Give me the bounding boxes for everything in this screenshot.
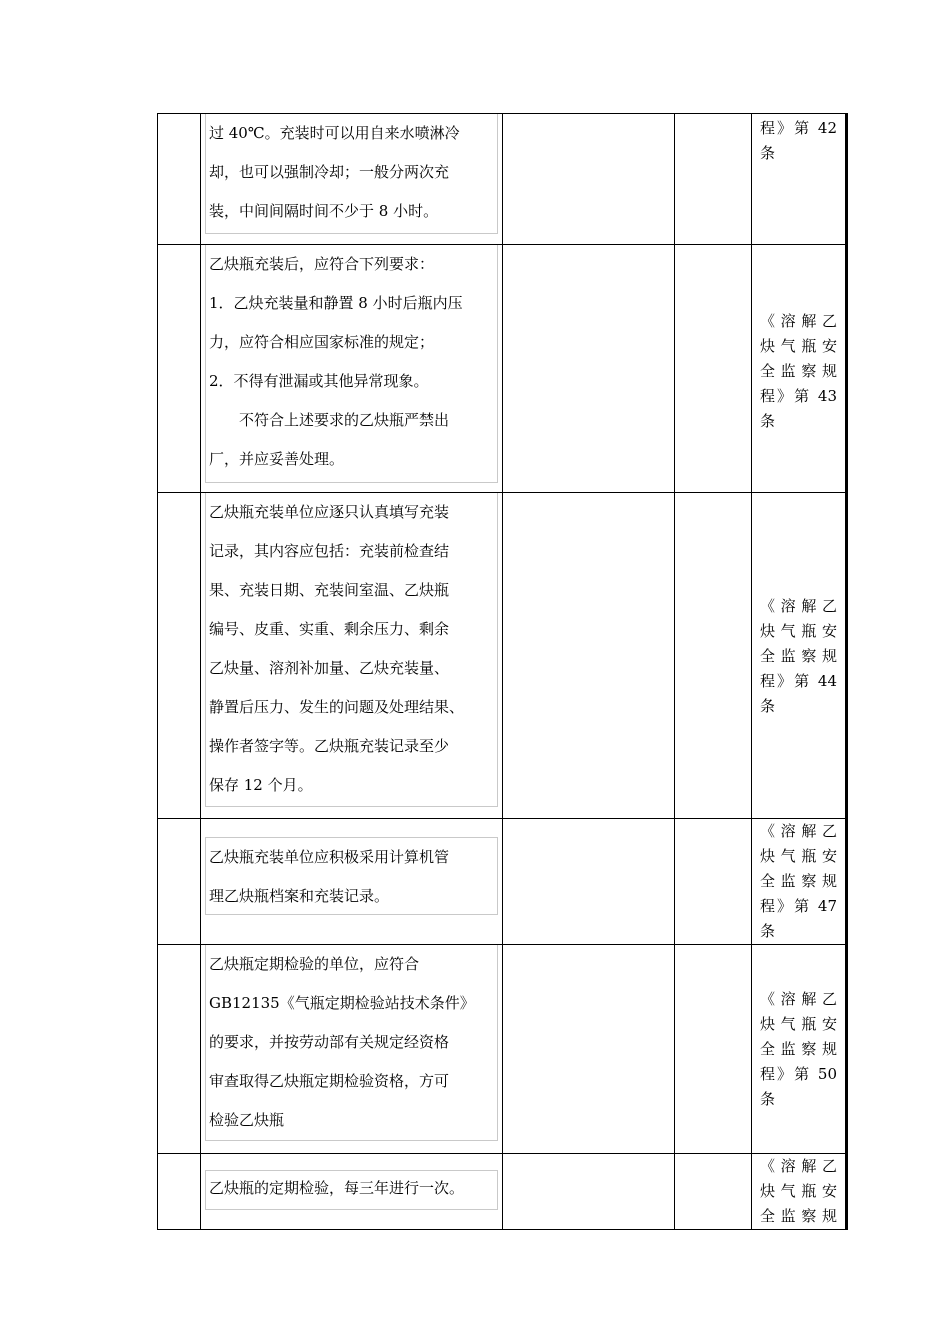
content-line: 厂，并应妥善处理。 bbox=[209, 450, 345, 468]
content-line: 记录，其内容应包括：充装前检查结 bbox=[209, 542, 450, 560]
content-line: 2．不得有泄漏或其他异常现象。 bbox=[209, 372, 429, 390]
content-line: 检验乙炔瓶 bbox=[209, 1111, 285, 1129]
table-row bbox=[158, 819, 847, 945]
content-line: 保存 12 个月。 bbox=[209, 776, 313, 794]
content-cell bbox=[201, 1154, 503, 1230]
reference-line: 《溶解乙 bbox=[760, 822, 837, 840]
content-text-box bbox=[205, 837, 498, 915]
content-cell bbox=[201, 114, 503, 245]
reference-line: 《溶解乙 bbox=[760, 990, 837, 1008]
blank-cell bbox=[503, 114, 675, 245]
reference-text bbox=[752, 493, 845, 719]
index-cell bbox=[158, 1154, 201, 1230]
reference-line: 条 bbox=[760, 1090, 776, 1108]
content-text-box bbox=[205, 245, 498, 483]
content-cell bbox=[201, 493, 503, 819]
table-row bbox=[158, 493, 847, 819]
content-line: 乙炔瓶充装单位应积极采用计算机管 bbox=[209, 848, 450, 866]
reference-line: 条 bbox=[760, 697, 776, 715]
reference-cell bbox=[752, 114, 847, 245]
reference-line: 条 bbox=[760, 922, 776, 940]
content-text-box bbox=[205, 945, 498, 1141]
reference-line: 全监察规 bbox=[760, 647, 837, 665]
index-cell bbox=[158, 245, 201, 493]
reference-line: 炔气瓶安 bbox=[760, 337, 837, 355]
content-line: 1．乙炔充装量和静置 8 小时后瓶内压 bbox=[209, 294, 463, 312]
content-line: GB12135《气瓶定期检验站技术条件》 bbox=[209, 994, 475, 1012]
blank-cell bbox=[675, 493, 752, 819]
reference-line: 炔气瓶安 bbox=[760, 1182, 837, 1200]
blank-cell bbox=[675, 945, 752, 1154]
blank-cell bbox=[503, 1154, 675, 1230]
content-line: 静置后压力、发生的问题及处理结果、 bbox=[209, 698, 465, 716]
content-line: 装，中间间隔时间不少于 8 小时。 bbox=[209, 202, 439, 220]
reference-line: 全监察规 bbox=[760, 362, 837, 380]
reference-text bbox=[752, 245, 845, 434]
content-text-box bbox=[205, 493, 498, 807]
reference-cell bbox=[752, 245, 847, 493]
reference-cell bbox=[752, 1154, 847, 1230]
content-text-box bbox=[205, 1170, 498, 1210]
reference-line: 条 bbox=[760, 412, 776, 430]
content-line: 编号、皮重、实重、剩余压力、剩余 bbox=[209, 620, 450, 638]
reference-line: 程》第 50 bbox=[760, 1065, 837, 1083]
content-line: 果、充装日期、充装间室温、乙炔瓶 bbox=[209, 581, 450, 599]
content-line: 理乙炔瓶档案和充装记录。 bbox=[209, 887, 390, 905]
table-row bbox=[158, 114, 847, 245]
content-line: 不符合上述要求的乙炔瓶严禁出 bbox=[239, 411, 450, 429]
reference-text bbox=[752, 114, 845, 166]
blank-cell bbox=[675, 245, 752, 493]
content-text-box bbox=[205, 114, 498, 234]
reference-line: 全监察规 bbox=[760, 1207, 837, 1225]
reference-text bbox=[752, 1154, 845, 1229]
blank-cell bbox=[503, 819, 675, 945]
reference-cell bbox=[752, 493, 847, 819]
content-cell bbox=[201, 945, 503, 1154]
content-line: 乙炔瓶定期检验的单位，应符合 bbox=[209, 955, 420, 973]
reference-text bbox=[752, 819, 845, 944]
reference-line: 程》第 47 bbox=[760, 897, 837, 915]
content-line: 审查取得乙炔瓶定期检验资格，方可 bbox=[209, 1072, 450, 1090]
content-line: 的要求，并按劳动部有关规定经资格 bbox=[209, 1033, 450, 1051]
reference-line: 炔气瓶安 bbox=[760, 1015, 837, 1033]
reference-line: 炔气瓶安 bbox=[760, 847, 837, 865]
reference-line: 炔气瓶安 bbox=[760, 622, 837, 640]
table-row bbox=[158, 945, 847, 1154]
content-line: 乙炔瓶充装单位应逐只认真填写充装 bbox=[209, 503, 450, 521]
blank-cell bbox=[503, 945, 675, 1154]
reference-line: 全监察规 bbox=[760, 872, 837, 890]
content-line: 乙炔瓶充装后，应符合下列要求： bbox=[209, 255, 435, 273]
blank-cell bbox=[503, 245, 675, 493]
blank-cell bbox=[503, 493, 675, 819]
index-cell bbox=[158, 114, 201, 245]
reference-text bbox=[752, 945, 845, 1112]
content-line: 乙炔瓶的定期检验，每三年进行一次。 bbox=[209, 1179, 465, 1197]
reference-line: 《溶解乙 bbox=[760, 312, 837, 330]
reference-line: 条 bbox=[760, 144, 776, 162]
content-cell bbox=[201, 819, 503, 945]
table-row bbox=[158, 245, 847, 493]
reference-line: 全监察规 bbox=[760, 1040, 837, 1058]
reference-line: 《溶解乙 bbox=[760, 597, 837, 615]
content-line: 乙炔量、溶剂补加量、乙炔充装量、 bbox=[209, 659, 450, 677]
content-line: 过 40℃。充装时可以用自来水喷淋冷 bbox=[209, 124, 460, 142]
reference-line: 程》第 44 bbox=[760, 672, 837, 690]
inspection-table bbox=[157, 113, 848, 1230]
blank-cell bbox=[675, 114, 752, 245]
reference-cell bbox=[752, 945, 847, 1154]
content-line: 操作者签字等。乙炔瓶充装记录至少 bbox=[209, 737, 450, 755]
content-line: 却，也可以强制冷却；一般分两次充 bbox=[209, 163, 450, 181]
blank-cell bbox=[675, 819, 752, 945]
content-cell bbox=[201, 245, 503, 493]
reference-cell bbox=[752, 819, 847, 945]
reference-line: 程》第 42 bbox=[760, 119, 837, 137]
index-cell bbox=[158, 493, 201, 819]
blank-cell bbox=[675, 1154, 752, 1230]
index-cell bbox=[158, 945, 201, 1154]
index-cell bbox=[158, 819, 201, 945]
reference-line: 《溶解乙 bbox=[760, 1157, 837, 1175]
table-row bbox=[158, 1154, 847, 1230]
content-line: 力，应符合相应国家标准的规定； bbox=[209, 333, 435, 351]
reference-line: 程》第 43 bbox=[760, 387, 837, 405]
